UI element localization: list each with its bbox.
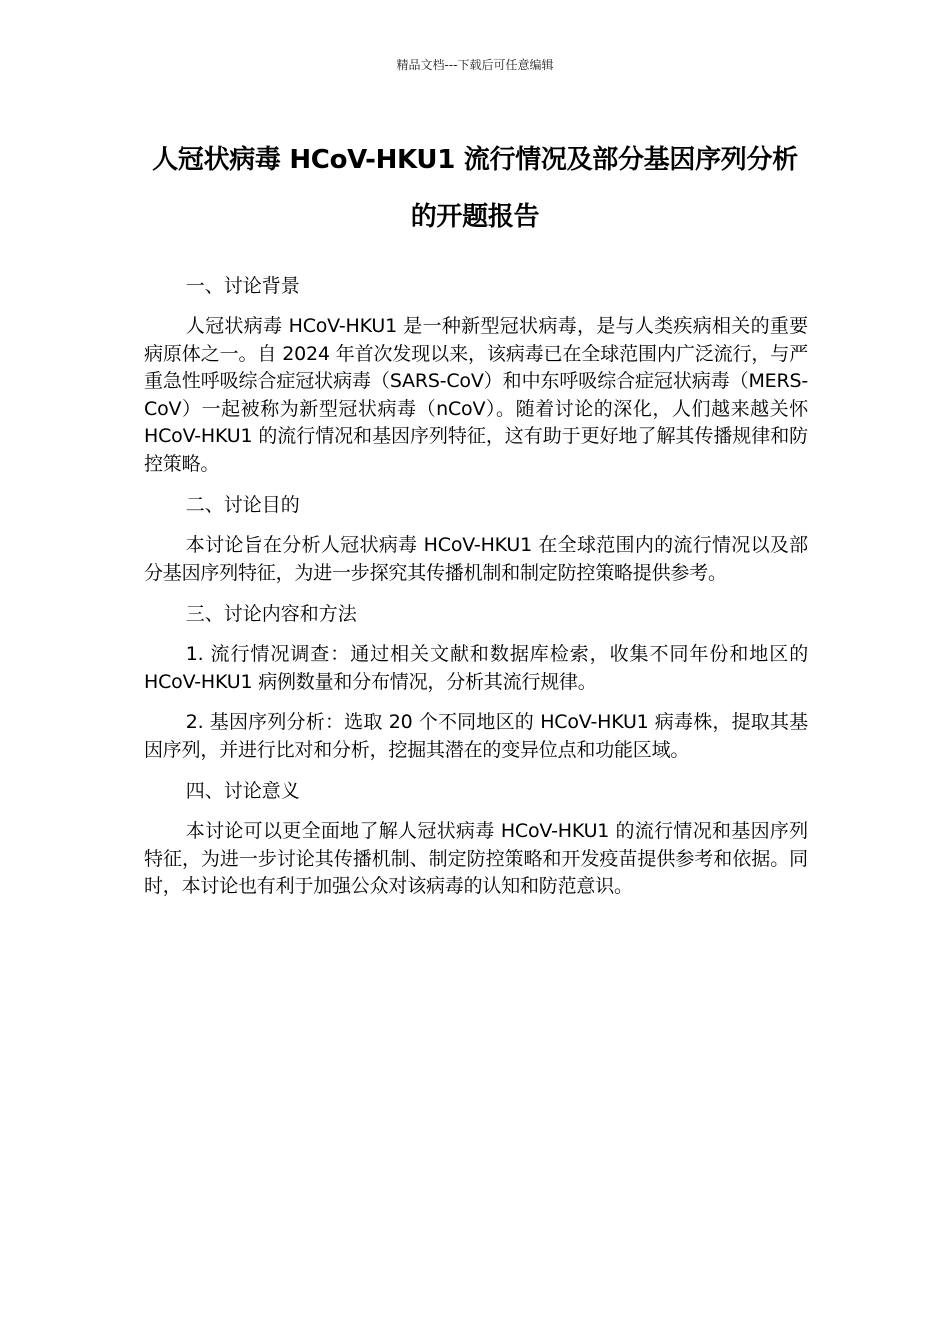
paragraph: 1. 流行情况调查：通过相关文献和数据库检索，收集不同年份和地区的 HCoV-HKU1 病例数量和分布情况，分析其流行规律。 [144,643,808,693]
paragraph: 2. 基因序列分析：选取 20 个不同地区的 HCoV-HKU1 病毒株，提取其基因序列，并进行比对和分析，挖掘其潜在的变异位点和功能区域。 [144,711,808,761]
section-background [144,272,808,478]
paragraph: 本讨论可以更全面地了解人冠状病毒 HCoV-HKU1 的流行情况和基因序列特征，为进一步讨论其传播机制、制定防控策略和开发疫苗提供参考和依据。同时，本讨论也有利于加强公众对该病毒的认知和防范意识。 [144,820,808,897]
section-heading: 二、讨论目的 [185,494,300,516]
document-title: 人冠状病毒 HCoV-HKU1 流行情况及部分基因序列分析的开题报告 [152,145,798,232]
document-body [144,272,808,914]
section-content-methods [144,600,808,764]
section-significance [144,777,808,901]
section-heading: 一、讨论背景 [185,275,300,297]
paragraph: 本讨论旨在分析人冠状病毒 HCoV-HKU1 在全球范围内的流行情况以及部分基因序列特征，为进一步探究其传播机制和制定防控策略提供参考。 [144,534,808,584]
header-note: 精品文档---下载后可任意编辑 [396,58,554,72]
paragraph: 人冠状病毒 HCoV-HKU1 是一种新型冠状病毒，是与人类疾病相关的重要病原体之一。自 2024 年首次发现以来，该病毒已在全球范围内广泛流行，与严重急性呼吸综合症冠状病毒（SARS-CoV）和中东呼吸综合症冠状病毒（MERS-CoV）一起被称为新型冠状病毒（nCoV）。随着讨论的深化，人们越来越关怀 HCoV-HKU1 的流行情况和基因序列特征，这有助于更好地了解其传播规律和防控策略。 [144,315,808,475]
section-purpose [144,491,808,587]
section-heading: 三、讨论内容和方法 [185,603,357,625]
section-heading: 四、讨论意义 [185,780,300,802]
